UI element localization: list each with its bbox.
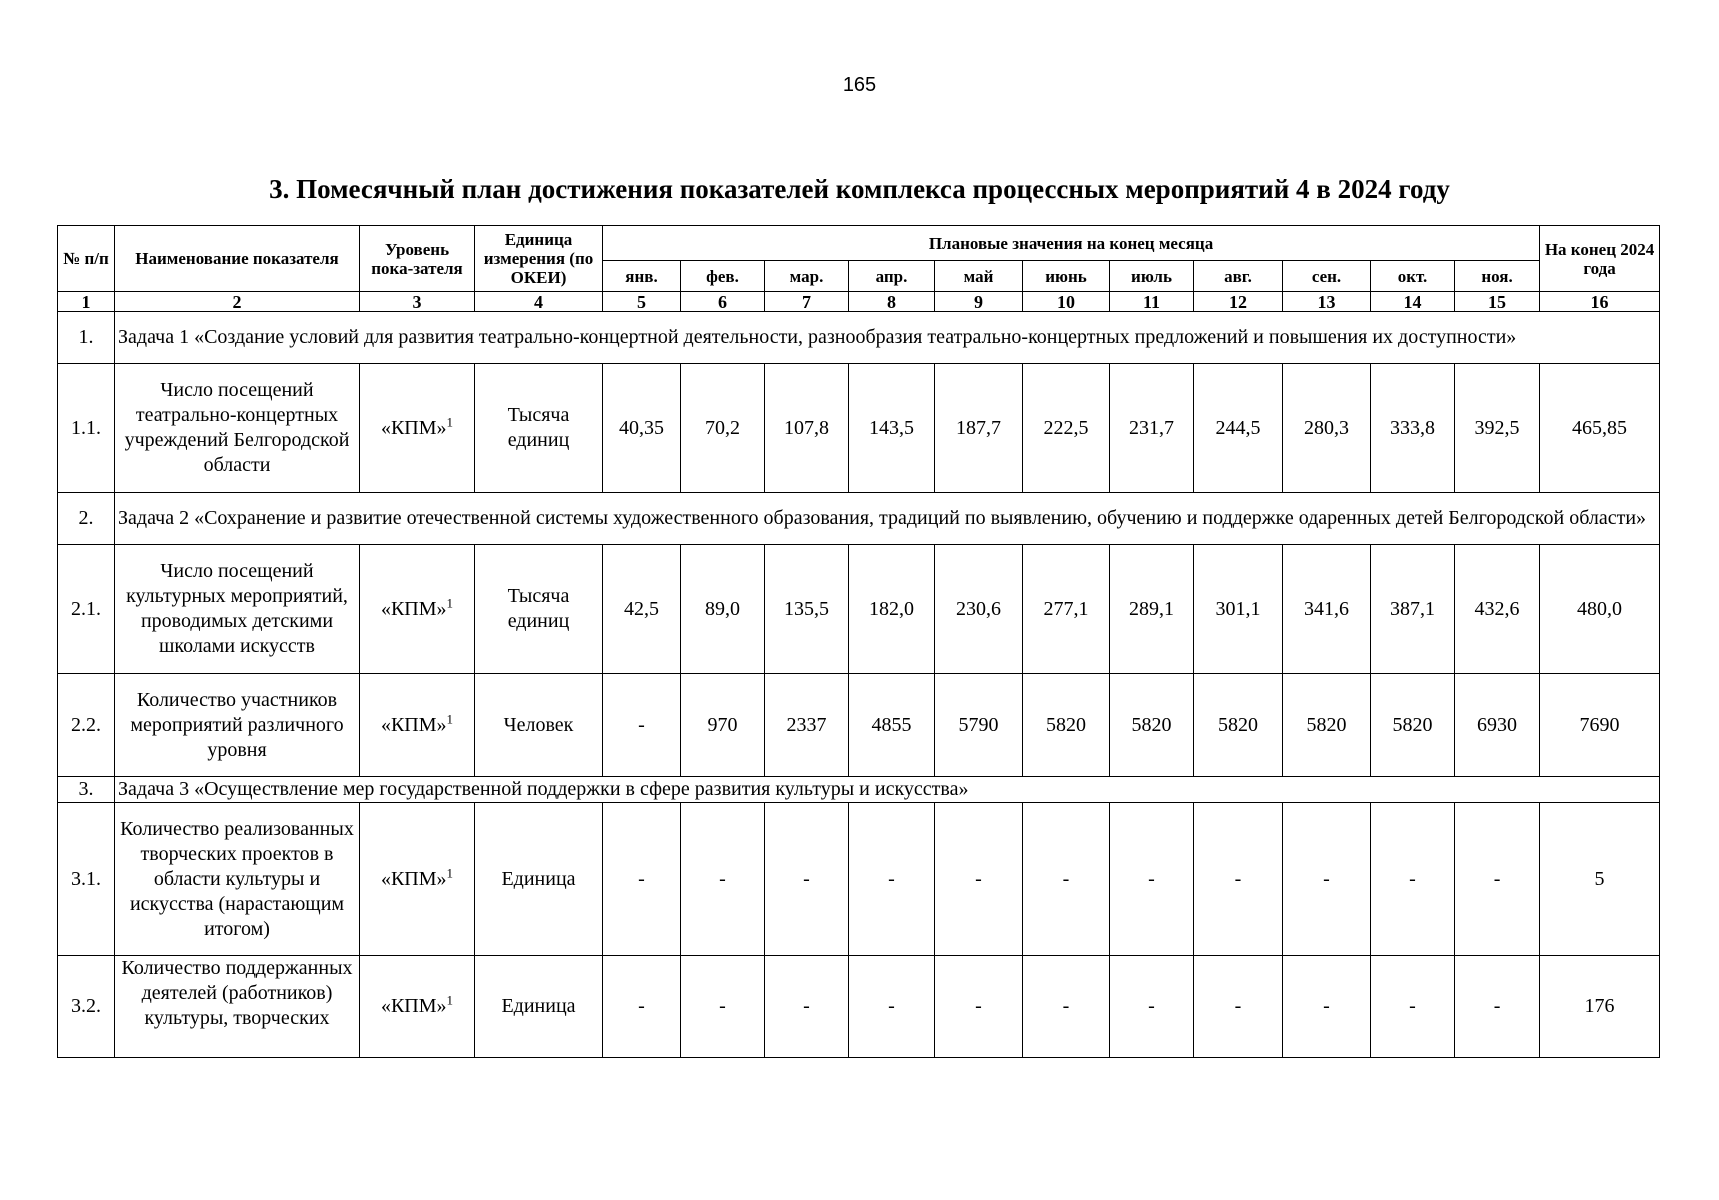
value-cell: - — [1110, 956, 1194, 1058]
value-cell: 277,1 — [1023, 545, 1110, 674]
value-cell: - — [1110, 803, 1194, 956]
indicator-name — [115, 956, 360, 1058]
indicator-name: Количество участников мероприятий различного уровня — [115, 674, 360, 777]
indicator-unit: Единица — [475, 956, 603, 1058]
value-cell: 40,35 — [603, 364, 681, 493]
value-cell: - — [1194, 803, 1283, 956]
column-number: 10 — [1023, 292, 1110, 312]
header-plan-values: Плановые значения на конец месяца — [603, 226, 1540, 261]
column-number: 7 — [765, 292, 849, 312]
indicator-row — [58, 545, 1660, 674]
indicator-level: «КПМ»$^1$ — [360, 956, 475, 1058]
value-cell: 107,8 — [765, 364, 849, 493]
header-month: ноя. — [1455, 261, 1540, 292]
value-cell: - — [935, 803, 1023, 956]
header-month: авг. — [1194, 261, 1283, 292]
indicator-level: «КПМ»$^1$ — [360, 545, 475, 674]
column-number: 16 — [1540, 292, 1660, 312]
indicator-name: Число посещений культурных мероприятий, проводимых детскими школами искусств — [115, 545, 360, 674]
value-cell: - — [1023, 803, 1110, 956]
header-month: июль — [1110, 261, 1194, 292]
header-month: июнь — [1023, 261, 1110, 292]
indicator-unit: Человек — [475, 674, 603, 777]
header-level: Уровень пока-зателя — [360, 226, 475, 292]
column-number: 2 — [115, 292, 360, 312]
footnote-mark: 1 — [446, 413, 454, 429]
value-cell: 182,0 — [849, 545, 935, 674]
indicator-number: 3.2. — [58, 956, 115, 1058]
header-month: апр. — [849, 261, 935, 292]
indicator-row — [58, 803, 1660, 956]
value-cell: 222,5 — [1023, 364, 1110, 493]
year-end-value: 465,85 — [1540, 364, 1660, 493]
task-number: 1. — [58, 312, 115, 364]
value-cell: - — [1283, 956, 1371, 1058]
value-cell: - — [603, 803, 681, 956]
value-cell: 135,5 — [765, 545, 849, 674]
value-cell: - — [1371, 803, 1455, 956]
indicator-number: 2.2. — [58, 674, 115, 777]
value-cell: - — [765, 956, 849, 1058]
task-number: 3. — [58, 777, 115, 803]
indicator-unit: Тысяча единиц — [475, 364, 603, 493]
column-number: 8 — [849, 292, 935, 312]
value-cell: - — [1023, 956, 1110, 1058]
column-number: 9 — [935, 292, 1023, 312]
column-number: 1 — [58, 292, 115, 312]
indicator-number: 1.1. — [58, 364, 115, 493]
year-end-value: 176 — [1540, 956, 1660, 1058]
task-row — [58, 777, 1660, 803]
indicator-level: «КПМ»$^1$ — [360, 803, 475, 956]
value-cell: 244,5 — [1194, 364, 1283, 493]
task-number: 2. — [58, 493, 115, 545]
indicator-number: 2.1. — [58, 545, 115, 674]
indicator-number: 3.1. — [58, 803, 115, 956]
page-number: 165 — [842, 74, 877, 96]
value-cell: 231,7 — [1110, 364, 1194, 493]
header-num: № п/п — [58, 226, 115, 292]
column-number: 15 — [1455, 292, 1540, 312]
task-row — [58, 312, 1660, 364]
value-cell: 70,2 — [681, 364, 765, 493]
value-cell: 341,6 — [1283, 545, 1371, 674]
value-cell: 289,1 — [1110, 545, 1194, 674]
indicator-name-text: Количество поддержанных деятелей (работников) культуры, творческих — [121, 957, 353, 1029]
value-cell: 5820 — [1023, 674, 1110, 777]
header-month: мар. — [765, 261, 849, 292]
indicator-row — [58, 364, 1660, 493]
indicator-unit: Единица — [475, 803, 603, 956]
indicator-name: Число посещений театрально-концертных учреждений Белгородской области — [115, 364, 360, 493]
value-cell: 143,5 — [849, 364, 935, 493]
value-cell: 2337 — [765, 674, 849, 777]
value-cell: 970 — [681, 674, 765, 777]
value-cell: 387,1 — [1371, 545, 1455, 674]
value-cell: 5820 — [1110, 674, 1194, 777]
year-end-value: 7690 — [1540, 674, 1660, 777]
header-name: Наименование показателя — [115, 226, 360, 292]
value-cell: - — [1371, 956, 1455, 1058]
footnote-mark: 1 — [446, 992, 454, 1008]
value-cell: - — [1455, 956, 1540, 1058]
header-month: фев. — [681, 261, 765, 292]
value-cell: - — [1455, 803, 1540, 956]
column-number: 5 — [603, 292, 681, 312]
value-cell: - — [935, 956, 1023, 1058]
footnote-mark: 1 — [446, 594, 454, 610]
document-title: 3. Помесячный план достижения показателей комплекса процессных мероприятий 4 в 2024 году — [269, 174, 1450, 204]
value-cell: 230,6 — [935, 545, 1023, 674]
indicator-row — [58, 956, 1660, 1058]
value-cell: - — [849, 803, 935, 956]
value-cell: 187,7 — [935, 364, 1023, 493]
header-unit: Единица измерения (по ОКЕИ) — [475, 226, 603, 292]
value-cell: - — [1194, 956, 1283, 1058]
value-cell: - — [603, 956, 681, 1058]
year-end-value: 480,0 — [1540, 545, 1660, 674]
column-number: 12 — [1194, 292, 1283, 312]
column-number: 14 — [1371, 292, 1455, 312]
value-cell: 89,0 — [681, 545, 765, 674]
indicator-unit: Тысяча единиц — [475, 545, 603, 674]
value-cell: 301,1 — [1194, 545, 1283, 674]
column-number: 11 — [1110, 292, 1194, 312]
value-cell: 280,3 — [1283, 364, 1371, 493]
header-month: сен. — [1283, 261, 1371, 292]
value-cell: 4855 — [849, 674, 935, 777]
value-cell: - — [681, 803, 765, 956]
value-cell: 432,6 — [1455, 545, 1540, 674]
header-month: май — [935, 261, 1023, 292]
year-end-value: 5 — [1540, 803, 1660, 956]
value-cell: 5790 — [935, 674, 1023, 777]
header-month: окт. — [1371, 261, 1455, 292]
value-cell: - — [765, 803, 849, 956]
task-text: Задача 3 «Осуществление мер государственной поддержки в сфере развития культуры и искусства» — [115, 777, 1660, 803]
footnote-mark: 1 — [446, 864, 454, 880]
value-cell: - — [603, 674, 681, 777]
indicator-level: «КПМ»$^1$ — [360, 674, 475, 777]
indicator-name: Количество реализованных творческих проектов в области культуры и искусства (нарастающим итогом) — [115, 803, 360, 956]
value-cell: 42,5 — [603, 545, 681, 674]
column-number: 3 — [360, 292, 475, 312]
column-number: 4 — [475, 292, 603, 312]
task-text: Задача 2 «Сохранение и развитие отечественной системы художественного образования, традиций по выявлению, обучению и поддержке одаренных детей Белгородской области» — [115, 493, 1660, 545]
column-number: 13 — [1283, 292, 1371, 312]
monthly-plan-table — [57, 225, 1660, 1058]
value-cell: 392,5 — [1455, 364, 1540, 493]
value-cell: 333,8 — [1371, 364, 1455, 493]
task-text: Задача 1 «Создание условий для развития театрально-концертной деятельности, разнообразия театрально-концертных предложений и повышения их доступности» — [115, 312, 1660, 364]
column-number: 6 — [681, 292, 765, 312]
value-cell: 5820 — [1283, 674, 1371, 777]
value-cell: - — [681, 956, 765, 1058]
value-cell: 6930 — [1455, 674, 1540, 777]
indicator-row — [58, 674, 1660, 777]
footnote-mark: 1 — [446, 710, 454, 726]
value-cell: 5820 — [1371, 674, 1455, 777]
indicator-level: «КПМ»$^1$ — [360, 364, 475, 493]
value-cell: - — [1283, 803, 1371, 956]
value-cell: 5820 — [1194, 674, 1283, 777]
task-row — [58, 493, 1660, 545]
value-cell: - — [849, 956, 935, 1058]
header-year-end: На конец 2024 года — [1540, 226, 1660, 292]
header-month: янв. — [603, 261, 681, 292]
